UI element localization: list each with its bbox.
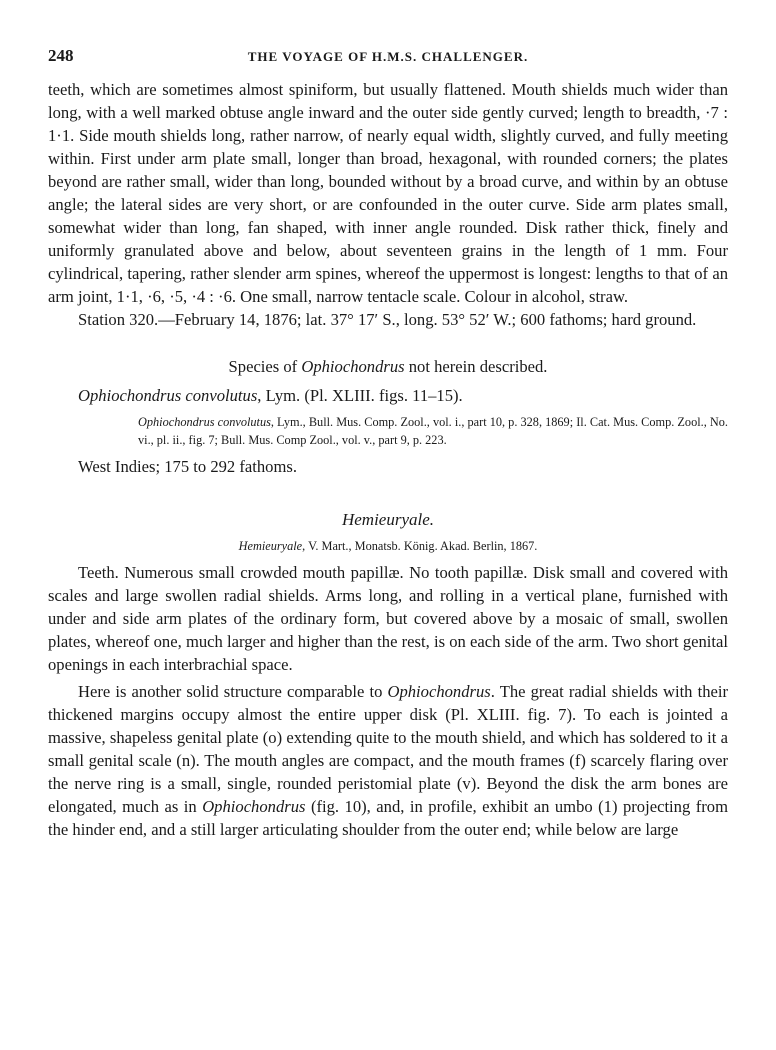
running-title: THE VOYAGE OF H.M.S. CHALLENGER. [247, 49, 529, 64]
genus-title: Hemieuryale. [341, 510, 435, 529]
heading-genus: Ophiochondrus [301, 357, 405, 376]
structure-text-2: . The great radial shields with their thickened margins occupy almost the entire upper disk (Pl. XLIII. fig. 7). To each is jointed a massive, shapeless genital plate (o) extending quite to the mouth shield, and which has soldered to it a small genital scale (n). The mouth angles are compact, and the mouth frames (f) scarcely flaring over the nerve ring is a small, single, rounded peristomial plate (v). Beyond the disk the arm bones are elongated, much as in [48, 682, 728, 816]
species-not-described-heading [48, 355, 728, 378]
page-number: 248 [48, 46, 74, 65]
genus-characters-paragraph: Teeth. Numerous small crowded mouth papillæ. No tooth papillæ. Disk small and covered with scales and large swollen radial shields. Arms long, and rolling in a vertical plane, furnished with under and side arm plates of the ordinary form, but covered above by a mosaic of small, swollen plates, whereof one, much larger and higher than the rest, is on each side of the arm. Two short genital openings in each interbrachial space. [48, 563, 728, 674]
species-locality: West Indies; 175 to 292 fathoms. [78, 457, 297, 476]
genus-reference-name: Hemieuryale [238, 539, 303, 553]
genus-reference-citation: , V. Mart., Monatsb. König. Akad. Berlin, 1867. [302, 539, 538, 553]
structure-text-1: Here is another solid structure comparable to [78, 682, 388, 701]
reference-citation: , Lym., Bull. Mus. Comp. Zool., vol. i., part 10, p. 328, 1869; Il. Cat. Mus. Comp. Zool., No. vi., pl. ii., fig. 7; Bull. Mus. Comp Zool., vol. v., part 9, p. 223. [138, 415, 728, 447]
structure-genus-2: Ophiochondrus [202, 797, 306, 816]
page [48, 46, 728, 841]
genus-structure-paragraph [48, 680, 728, 841]
station-paragraph: Station 320.—February 14, 1876; lat. 37° 17′ S., long. 53° 52′ W.; 600 fathoms; hard ground. [78, 310, 697, 329]
species-reference [138, 413, 728, 449]
heading-prefix: Species of [228, 357, 302, 376]
running-head [48, 46, 728, 68]
species-name: Ophiochondrus convolutus [78, 386, 258, 405]
structure-genus-1: Ophiochondrus [387, 682, 491, 701]
species-authority: , Lym. (Pl. XLIII. figs. 11–15). [257, 386, 463, 405]
reference-species-name: Ophiochondrus convolutus [138, 415, 271, 429]
species-entry [48, 384, 728, 407]
description-paragraph: teeth, which are sometimes almost spiniform, but usually flattened. Mouth shields much wider than long, with a well marked obtuse angle inward and the outer side gently curved; length to breadth, ·7 : 1·1. Side mouth shields long, rather narrow, of nearly equal width, slightly curved, and fully meeting within. First under arm plate small, longer than broad, hexagonal, with rounded corners; the plates beyond are rather small, wider than long, bounded without by a broad curve, and within by an obtuse angle; the lateral sides are very short, or are confounded in the outer curve. Side arm plates small, somewhat wider than long, fan shaped, with inner angle rounded. Disk rather thick, finely and uniformly granulated above and below, about seventeen grains in the length of 1 mm. Four cylindrical, tapering, rather slender arm spines, whereof the uppermost is longest: lengths to that of an arm joint, 1·1, ·6, ·5, ·4 : ·6. One small, narrow tentacle scale. Colour in alcohol, straw. [48, 80, 728, 306]
structure-text-3: (fig. 10), and, in profile, exhibit an umbo (1) projecting from the hinder end, and a still larger articulating shoulder from the outer end; while below are large [48, 797, 729, 839]
genus-reference [48, 537, 728, 555]
heading-suffix: not herein described. [404, 357, 548, 376]
